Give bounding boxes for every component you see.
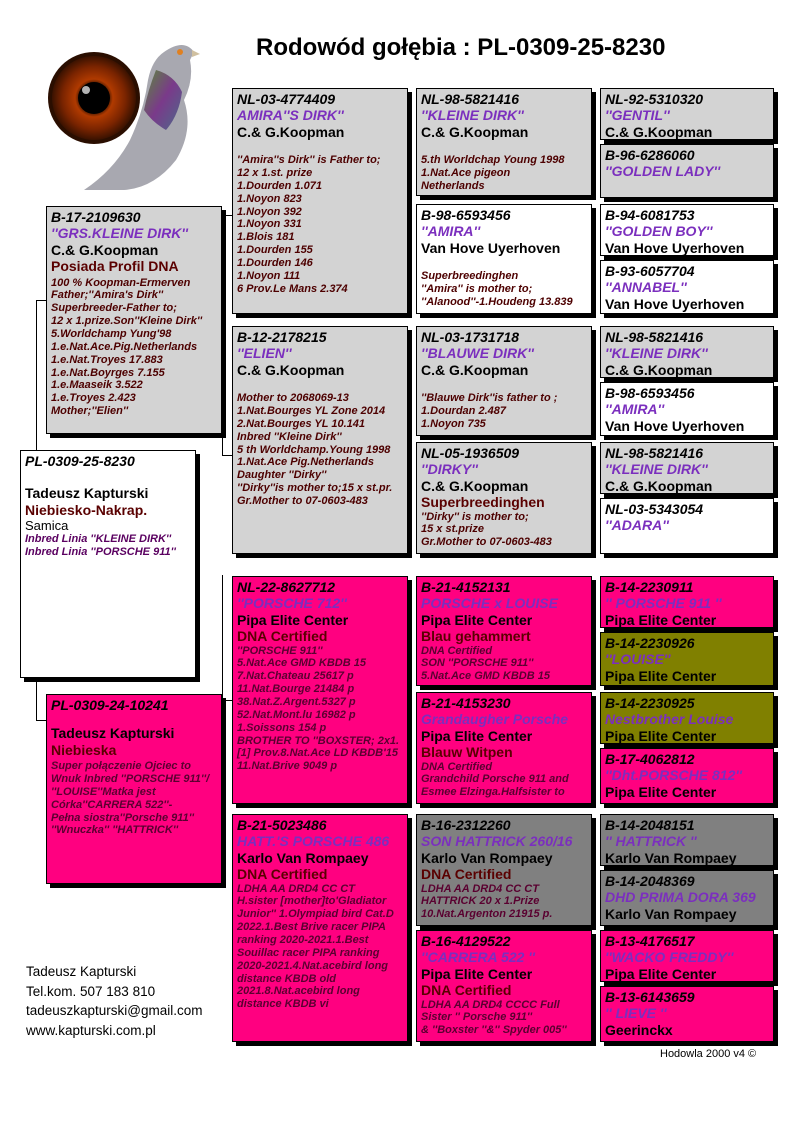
pigeon-eye-logo [44,30,200,190]
ancestor-card [600,88,774,140]
pigeon-description: DNA Certified Grandchild Porsche 911 and Esmee Elzinga.Halfsister to [421,760,569,799]
breeder-name: Pipa Elite Center [605,611,717,628]
ancestor-card [600,144,774,198]
subject-sex: Samica [25,518,69,534]
ring-number: NL-03-1731718 [421,329,520,345]
subject-color: Niebiesko-Nakrap. [25,501,148,518]
sire-name: ''GRS.KLEINE DIRK'' [51,225,188,242]
pigeon-extra: DNA Certified [421,982,512,999]
pigeon-extra: DNA Certified [237,866,328,883]
pigeon-name: ''GENTIL'' [605,107,670,124]
connector-line [36,300,46,301]
ancestor-card [600,692,774,744]
subject-ring: PL-0309-25-8230 [25,453,135,469]
dam-card [46,694,222,884]
ring-number: B-98-6593456 [605,385,695,401]
ring-number: B-94-6081753 [605,207,695,223]
page-title: Rodowód gołębia : PL-0309-25-8230 [256,34,666,61]
pigeon-description: LDHA AA DRD4 CCCC Full Sister '' Porsche 911'' & ''Boxster ''&'' Spyder 005'' [421,998,567,1037]
pigeon-name: ''WACKO FREDDY'' [605,949,734,966]
ring-number: B-14-2048151 [605,817,695,833]
ancestor-card [600,326,774,378]
great-grandparent-card [416,88,592,196]
subject-note: Inbred Linia ''PORSCHE 911'' [25,546,176,559]
ring-number: NL-98-5821416 [421,91,520,107]
breeder-name: Pipa Elite Center [237,611,349,628]
pigeon-extra: DNA Certified [421,866,512,883]
pigeon-name: ''DIRKY'' [421,461,478,478]
ring-number: B-16-4129522 [421,933,511,949]
great-grandparent-card [416,692,592,804]
pigeon-description: Mother to 2068069-13 1.Nat.Bourges YL Zone 2014 2.Nat.Bourges YL 10.141 Inbred ''Kleine Dirk'' 5 th Worldchamp.Young 1998 1.Nat.Ace Pig.Netherlands Daughter ''Dirky'' ''Dirky''is mother to;15 x st.pr. Gr.Mother to 07-0603-483 [237,392,393,507]
pigeon-name: ''GOLDEN BOY'' [605,223,713,240]
pigeon-name: HATT.'S PORSCHE 486 [237,833,390,850]
pigeon-description: DNA Certified SON ''PORSCHE 911'' 5.Nat.Ace GMD KBDB 15 [421,644,550,683]
pigeon-extra: DNA Certified [237,628,328,645]
ancestor-card [600,498,774,554]
ring-number: B-21-4152131 [421,579,511,595]
ancestor-card [600,930,774,982]
ring-number: NL-03-4774409 [237,91,336,107]
ring-number: NL-03-5343054 [605,501,704,517]
ring-number: B-13-4176517 [605,933,695,949]
pigeon-name: PORSCHE x LOUISE [421,595,558,612]
breeder-name: C.& G.Koopman [421,123,529,140]
great-grandparent-card [416,204,592,314]
ancestor-card [600,442,774,494]
pigeon-description: 5.th Worldchap Young 1998 1.Nat.Ace pigeon Netherlands [421,154,565,192]
grandparent-card [232,326,408,554]
pigeon-name: ''KLEINE DIRK'' [605,345,708,362]
pigeon-name: ''PORSCHE 712'' [237,595,347,612]
dam-description: Super połączenie Ojciec to Wnuk Inbred ''PORSCHE 911''/ ''LOUISE''Matka jest Córka''CARRERA 522''- Pełna siostra''Porsche 911'' ''Wnuczka'' ''HATTRICK'' [51,760,210,837]
breeder-name: C.& G.Koopman [605,477,713,494]
grandparent-card [232,88,408,314]
pigeon-name: ''ELIEN'' [237,345,292,362]
ring-number: B-93-6057704 [605,263,695,279]
great-grandparent-card [416,930,592,1042]
sire-ring: B-17-2109630 [51,209,141,225]
pigeon-name: ''KLEINE DIRK'' [421,107,524,124]
pigeon-name: ''KLEINE DIRK'' [605,461,708,478]
subject-note: Inbred Linia ''KLEINE DIRK'' [25,533,172,546]
dam-extra: Niebieska [51,741,117,758]
pigeon-extra: Superbreedinghen [421,494,545,511]
ring-number: NL-05-1936509 [421,445,520,461]
pigeon-name: '' PORSCHE 911 '' [605,595,722,612]
ring-number: B-98-6593456 [421,207,511,223]
ring-number: B-14-2230911 [605,579,694,595]
ancestor-card [600,382,774,436]
pigeon-name: Nestbrother Louise [605,711,734,728]
ring-number: B-17-4062812 [605,751,695,767]
breeder-name: Pipa Elite Center [605,667,717,684]
ancestor-card [600,814,774,866]
pigeon-description: ''Blauwe Dirk''is father to ; 1.Dourdan 2.487 1.Noyon 735 [421,392,558,430]
sire-card [46,206,222,434]
pigeon-name: '' LIEVE '' [605,1005,667,1022]
breeder-name: C.& G.Koopman [421,477,529,494]
sire-description: 100 % Koopman-Ermerven Father;''Amira's Dirk'' Superbreeder-Father to; 12 x 1.prize.Son''Kleine Dirk'' 5.Worldchamp Yung'98 1.e.Nat.Ace.Pig.Netherlands 1.e.Nat.Troyes 17.883 1.e.Nat.Boyrges 7.155 1.e.Maaseik 3.522 1.e.Troyes 2.423 Mother;''Elien'' [51,276,203,418]
pigeon-name: ''LOUISE'' [605,651,671,668]
breeder-name: Pipa Elite Center [421,965,533,982]
ring-number: NL-22-8627712 [237,579,336,595]
breeder-name: Pipa Elite Center [421,727,533,744]
ring-number: B-14-2230925 [605,695,695,711]
pigeon-description: ''Dirky'' is mother to; 15 x st.prize Gr.Mother to 07-0603-483 [421,510,552,549]
ancestor-card [600,870,774,926]
sire-breeder: C.& G.Koopman [51,241,159,258]
ancestor-card [600,260,774,314]
sire-extra: Posiada Profil DNA [51,258,179,275]
pigeon-name: ''Dht.PORSCHE 812'' [605,767,743,784]
connector-line [222,575,223,845]
contact-phone: Tel.kom. 507 183 810 [26,983,156,999]
connector-line [222,455,232,456]
pigeon-description: LDHA AA DRD4 CC CT HATTRICK 20 x 1.Prize 10.Nat.Argenton 21915 p. [421,882,553,921]
connector-line [222,215,223,455]
breeder-name: Karlo Van Rompaey [421,849,553,866]
ring-number: NL-98-5821416 [605,445,704,461]
ring-number: B-21-5023486 [237,817,327,833]
breeder-name: Van Hove Uyerhoven [421,239,561,256]
contact-name: Tadeusz Kapturski [26,964,137,979]
ring-number: B-14-2048369 [605,873,695,889]
pigeon-name: ''ANNABEL'' [605,279,687,296]
ring-number: B-21-4153230 [421,695,511,711]
pigeon-name: Grandaugher Porsche [421,711,569,728]
pigeon-description: ''PORSCHE 911'' 5.Nat.Ace GMD KBDB 15 7.Nat.Chateau 25617 p 11.Nat.Bourge 21484 p 38.Nat.Z.Argent.5327 p 52.Nat.Mont.lu 16982 p 1.Soissons 154 p BROTHER TO ''BOXSTER; 2x1.[1] Prov.8.Nat.Ace LD KBDB'15 11.Nat.Brive 9049 p [237,644,400,773]
breeder-name: Geerinckx [605,1021,673,1038]
connector-line [36,720,46,721]
pigeon-name: AMIRA''S DIRK'' [237,107,344,124]
grandparent-card [232,576,408,804]
breeder-name: Pipa Elite Center [421,611,533,628]
ancestor-card [600,986,774,1042]
subject-owner: Tadeusz Kapturski [25,485,149,502]
pigeon-extra: Blau gehammert [421,628,531,645]
pigeon-name: ''AMIRA'' [421,223,481,240]
breeder-name: Pipa Elite Center [605,965,717,982]
breeder-name: Karlo Van Rompaey [605,905,737,922]
breeder-name: C.& G.Koopman [605,361,713,378]
breeder-name: C.& G.Koopman [237,123,345,140]
pigeon-name: DHD PRIMA DORA 369 [605,889,756,906]
pigeon-description: Superbreedinghen ''Amira'' is mother to; ''Alanood''-1.Houdeng 13.839 [421,270,573,308]
ring-number: B-12-2178215 [237,329,327,345]
ancestor-card [600,632,774,686]
great-grandparent-card [416,442,592,554]
ring-number: NL-98-5821416 [605,329,704,345]
ring-number: B-16-2312260 [421,817,511,833]
ring-number: B-96-6286060 [605,147,695,163]
connector-line [222,215,232,216]
pigeon-name: ''AMIRA'' [605,401,665,418]
ring-number: B-13-6143659 [605,989,695,1005]
pigeon-extra: Blauw Witpen [421,744,513,761]
pigeon-name: SON HATTRICK 260/16 [421,833,573,850]
great-grandparent-card [416,576,592,686]
connector-line [222,700,232,701]
breeder-name: Van Hove Uyerhoven [605,239,745,256]
pigeon-name: ''ADARA'' [605,517,669,534]
grandparent-card [232,814,408,1042]
ring-number: NL-92-5310320 [605,91,704,107]
pigeon-name: '' HATTRICK '' [605,833,697,850]
breeder-name: C.& G.Koopman [237,361,345,378]
breeder-name: Karlo Van Rompaey [605,849,737,866]
ring-number: B-14-2230926 [605,635,695,651]
ancestor-card [600,748,774,804]
great-grandparent-card [416,326,592,436]
breeder-name: Karlo Van Rompaey [237,849,369,866]
contact-website[interactable]: www.kapturski.com.pl [26,1022,156,1038]
breeder-name: Pipa Elite Center [605,727,717,744]
pigeon-description: LDHA AA DRD4 CC CT H.sister [mother]to'Gladiator Junior'' 1.Olympiad bird Cat.D 2022.1.Best Brive racer PIPA ranking 2020-2021.1.Best Souillac racer PIPA ranking 2020-2021.4.Nat.acebird long distance KBDB old 2021.8.Nat.acebird long distance KBDB vi [237,882,394,1011]
breeder-name: C.& G.Koopman [605,123,713,140]
pigeon-name: ''BLAUWE DIRK'' [421,345,534,362]
contact-email[interactable]: tadeuszkapturski@gmail.com [26,1003,203,1019]
contact-block [26,962,203,1040]
great-grandparent-card [416,814,592,926]
pigeon-description: ''Amira''s Dirk'' is Father to; 12 x 1.st. prize 1.Dourden 1.071 1.Noyon 823 1.Noyon 392 1.Noyon 331 1.Blois 181 1.Dourden 155 1.Dourden 146 1.Noyon 111 6 Prov.Le Mans 2.374 [237,154,381,295]
ancestor-card [600,576,774,628]
breeder-name: Van Hove Uyerhoven [605,417,745,434]
dam-breeder: Tadeusz Kapturski [51,725,175,742]
pigeon-name: ''GOLDEN LADY'' [605,163,721,180]
footer-credit: Hodowla 2000 v4 © [660,1048,757,1060]
breeder-name: C.& G.Koopman [421,361,529,378]
pigeon-name: ''CARRERA 522 '' [421,949,535,966]
ancestor-card [600,204,774,256]
breeder-name: Van Hove Uyerhoven [605,295,745,312]
dam-ring: PL-0309-24-10241 [51,697,169,713]
subject-card [20,450,196,678]
breeder-name: Pipa Elite Center [605,783,717,800]
